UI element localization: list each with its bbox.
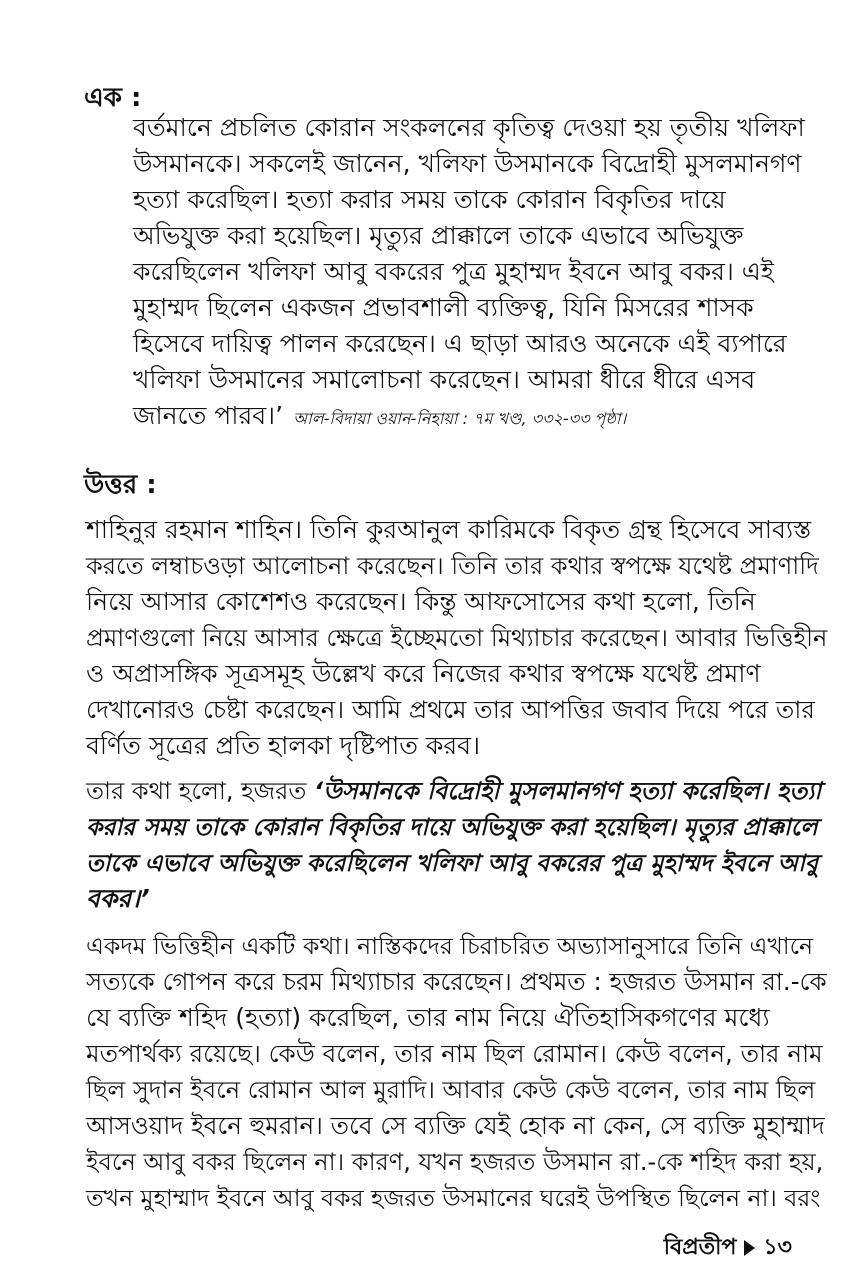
quote-line: বর্তমানে প্রচলিত কোরান সংকলনের কৃতিত্ব দেওয়া হয় তৃতীয় খলিফা — [133, 113, 805, 142]
quote-line: হিসেবে দায়িত্ব পালন করেছেন। এ ছাড়া আরও অনেকে এই ব্যপারে — [133, 329, 787, 358]
quoted-claim-line: বকর।’ — [86, 884, 150, 913]
section-heading-answer: উত্তর : — [84, 470, 157, 500]
paragraph-two-lead: তার কথা হলো, হজরত — [86, 777, 314, 805]
page-footer — [664, 1234, 792, 1262]
paragraph-line: মতপার্থক্য রয়েছে। কেউ বলেন, তার নাম ছিল রোমান। কেউ বলেন, তার নাম — [86, 1039, 823, 1068]
quote-line: উসমানকে। সকলেই জানেন, খলিফা উসমানকে বিদ্রোহী মুসলমানগণ — [133, 149, 802, 178]
quote-line: হত্যা করেছিল। হত্যা করার সময় তাকে কোরান বিকৃতির দায়ে — [133, 185, 726, 214]
paragraph-line: একদম ভিত্তিহীন একটি কথা। নাস্তিকদের চিরাচরিত অভ্যাসানুসারে তিনি এখানে — [86, 932, 814, 960]
paragraph-line: করতে লম্বাচওড়া আলোচনা করেছেন। তিনি তার কথার স্বপক্ষে যথেষ্ট প্রমাণাদি — [86, 552, 819, 580]
paragraph-line: তখন মুহাম্মাদ ইবনে আবু বকর হজরত উসমানের ঘরেই উপস্থিত ছিলেন না। বরং — [86, 1184, 821, 1212]
quote-line: অভিযুক্ত করা হয়েছিল। মৃত্যুর প্রাক্কালে তাকে এভাবে অভিযুক্ত — [133, 221, 744, 250]
page-number: ১৩ — [763, 1235, 792, 1260]
paragraph-line: আসওয়াদ ইবনে হুমরান। তবে সে ব্যক্তি যেই হোক না কেন, সে ব্যক্তি মুহাম্মাদ — [86, 1111, 825, 1140]
paragraph-line: যে ব্যক্তি শহিদ (হত্যা) করেছিল, তার নাম নিয়ে ঐতিহাসিকগণের মধ্যে — [86, 1003, 770, 1032]
quote-line: মুহাম্মদ ছিলেন একজন প্রভাবশালী ব্যক্তিত্ব, যিনি মিসরের শাসক — [133, 293, 754, 322]
paragraph-line: বর্ণিত সূত্রের প্রতি হালকা দৃষ্টিপাত করব। — [86, 731, 481, 760]
quote-last-line — [133, 398, 626, 437]
book-title: বিপ্রতীপ — [663, 1235, 737, 1260]
quote-closing-text: জানতে পারব।’ — [133, 401, 284, 430]
paragraph-line: সত্যকে গোপন করে চরম মিথ্যাচার করেছেন। প্রথমত : হজরত উসমান রা.-কে — [86, 967, 827, 996]
paragraph-line: নিয়ে আসার কোশেশও করেছেন। কিন্তু আফসোসের কথা হলো, তিনি — [86, 587, 756, 616]
paragraph-line: প্রমাণগুলো নিয়ে আসার ক্ষেত্রে ইচ্ছেমতো মিথ্যাচার করেছেন। আবার ভিত্তিহীন — [86, 624, 828, 652]
paragraph-line: ইবনে আবু বকর ছিলেন না। কারণ, যখন হজরত উসমান রা.-কে শহিদ করা হয়, — [86, 1148, 824, 1176]
paragraph-line: দেখানোরও চেষ্টা করেছেন। আমি প্রথমে তার আপত্তির জবাব দিয়ে পরে তার — [86, 695, 815, 724]
citation: আল-বিদায়া ওয়ান-নিহায়া : ৭ম খণ্ড, ৩৩২-৩৩ পৃষ্ঠা। — [293, 409, 627, 428]
paragraph-line: ও অপ্রাসঙ্গিক সূত্রসমূহ উল্লেখ করে নিজের কথার স্বপক্ষে যথেষ্ট প্রমাণ — [86, 659, 761, 688]
paragraph-line: শাহিনুর রহমান শাহিন। তিনি কুরআনুল কারিমকে বিকৃত গ্রন্থ হিসেবে সাব্যস্ত — [86, 515, 812, 544]
quote-line: খলিফা উসমানের সমালোচনা করেছেন। আমরা ধীরে ধীরে এসব — [133, 365, 756, 394]
section-heading-one: এক : — [84, 83, 142, 113]
quoted-claim-line: করার সময় তাকে কোরান বিকৃতির দায়ে অভিযুক্ত করা হয়েছিল। মৃত্যুর প্রাক্কালে — [86, 813, 818, 841]
quoted-claim-line: তাকে এভাবে অভিযুক্ত করেছিলেন খলিফা আবু বকরের পুত্র মুহাম্মদ ইবনে আবু — [86, 849, 819, 877]
paragraph-line: ছিল সুদান ইবনে রোমান আল মুরাদি। আবার কেউ কেউ বলেন, তার নাম ছিল — [86, 1076, 816, 1104]
quote-line: করেছিলেন খলিফা আবু বকরের পুত্র মুহাম্মদ ইবনে আবু বকর। এই — [133, 257, 774, 286]
quoted-claim-text: ‘উসমানকে বিদ্রোহী মুসলমানগণ হত্যা করেছিল। হত্যা — [314, 777, 822, 805]
paragraph-line — [86, 773, 821, 809]
right-triangle-icon — [744, 1240, 755, 1256]
